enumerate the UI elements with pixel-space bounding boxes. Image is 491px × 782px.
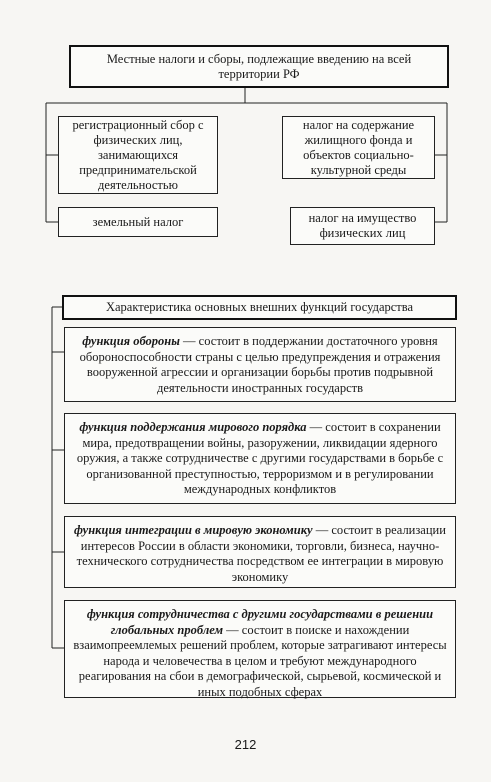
external-functions-title-text: Характеристика основных внешних функций государства (105, 300, 414, 314)
function-lead-world-order: функция поддержания мирового порядка (79, 420, 307, 434)
land-tax-box (58, 207, 218, 237)
function-box-global-problems (64, 600, 456, 698)
function-text-defense: — состоит в поддержании достаточного уровня обороноспособности страны с целью предупреждения и отражения вооруженной агрессии и организации борьбы против подрывной деятельности иностранных государств (79, 334, 441, 395)
local-taxes-root-box (69, 45, 449, 88)
function-box-defense (64, 327, 456, 402)
function-box-world-order (64, 413, 456, 504)
property-tax-text: налог на имущество физических лиц (308, 211, 417, 240)
function-text-integration: — состоит в реализации интересов России в области экономики, торговли, бизнеса, научно-технического сотрудничества посредством ее интеграции в мировую экономику (76, 523, 446, 584)
function-lead-defense: функция обороны (82, 334, 180, 348)
function-text-global-problems: — состоит в поиске и нахождении взаимопреемлемых решений проблем, которые затрагивают интересы народа и человечества в целом и требуют международного реагирования на сбои в демографической, сырьевой, космической и иных подобных сферах (73, 622, 447, 699)
housing-tax-text: налог на содержание жилищного фонда и объектов социально-культурной среды (302, 117, 415, 177)
function-lead-global-problems: функция сотрудничества с другими государствами в решении глобальных проблем (86, 607, 434, 637)
function-box-integration (64, 516, 456, 588)
function-lead-integration: функция интеграции в мировую экономику (74, 523, 313, 537)
registration-fee-text: регистрационный сбор с физических лиц, занимающихся предпринимательской деятельностью (72, 117, 204, 192)
page-number: 212 (234, 737, 257, 752)
registration-fee-box (58, 116, 218, 194)
function-text-world-order: — состоит в сохранении мира, предотвращении войны, разоружении, ликвидации ядерного оружия, а также сотрудничестве с другими государствами в борьбе с организованной преступностью, терроризмом и в регулировании международных конфликтов (76, 420, 444, 496)
land-tax-text: земельный налог (92, 214, 184, 229)
local-taxes-root-text: Местные налоги и сборы, подлежащие введению на всей территории РФ (106, 51, 412, 81)
housing-tax-box (282, 116, 435, 179)
external-functions-title-box (62, 295, 457, 320)
property-tax-box (290, 207, 435, 245)
